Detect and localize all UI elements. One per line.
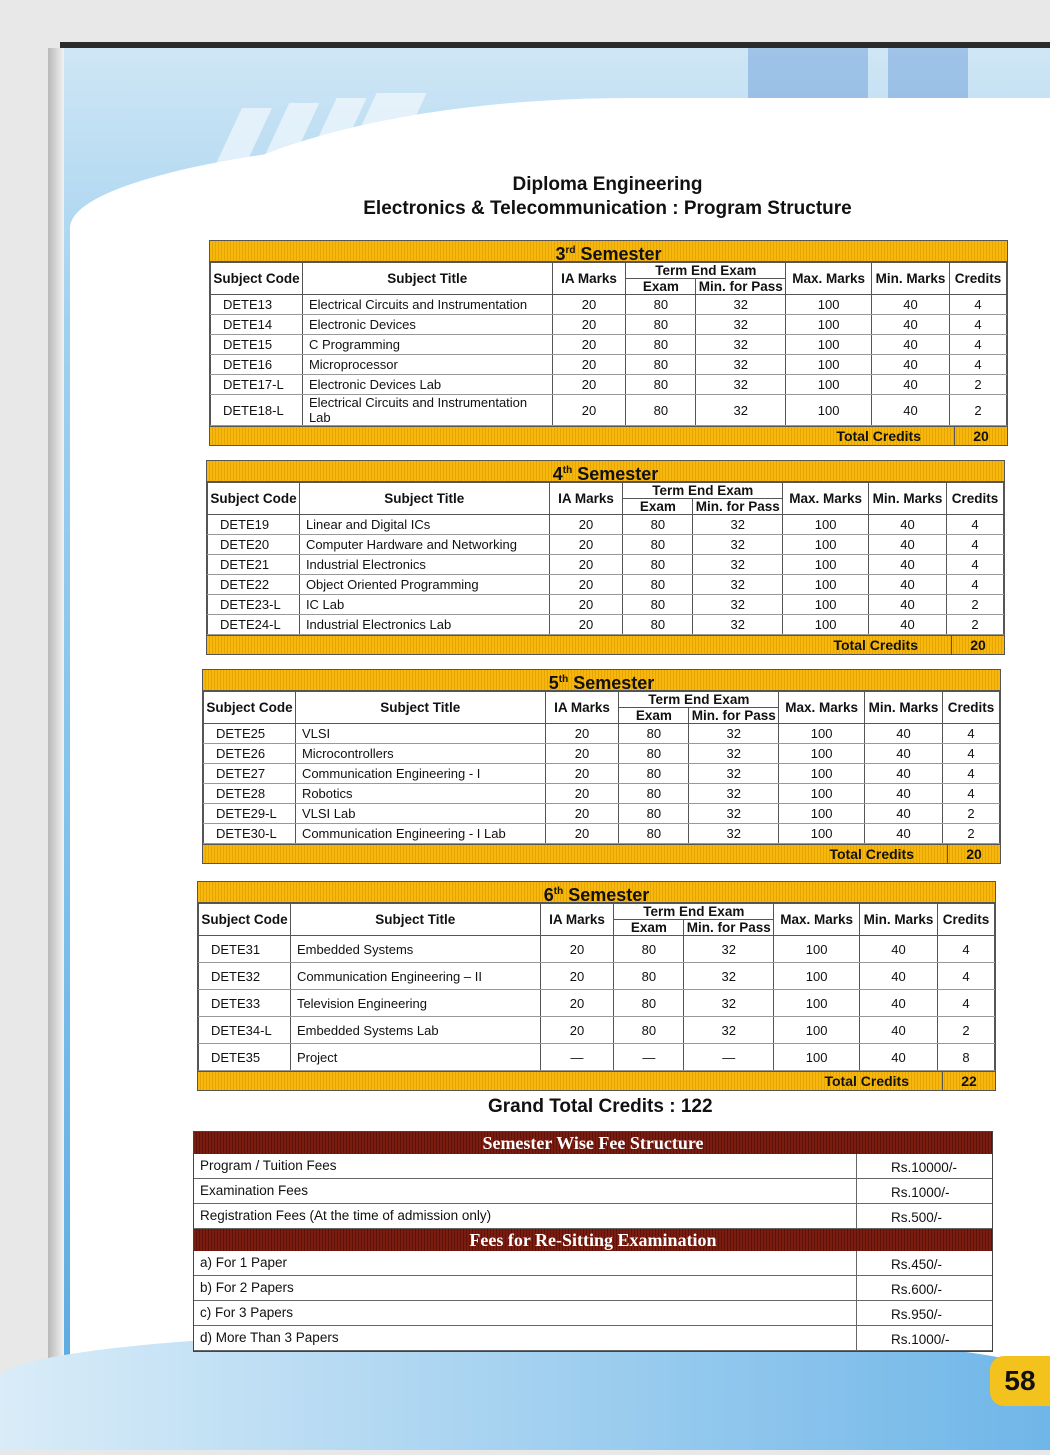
col-exam: Exam bbox=[623, 499, 693, 515]
table-cell: 80 bbox=[614, 990, 684, 1017]
table-cell: 80 bbox=[614, 1017, 684, 1044]
table-cell: Electrical Circuits and Instrumentation Lab bbox=[302, 395, 552, 426]
table-row bbox=[211, 395, 1007, 426]
fee-amount: Rs.1000/- bbox=[891, 1185, 950, 1200]
fee-label: Examination Fees bbox=[200, 1183, 309, 1198]
table-cell: Microprocessor bbox=[302, 355, 552, 375]
table-cell: 4 bbox=[949, 355, 1006, 375]
table-cell: 32 bbox=[689, 764, 779, 784]
table-cell: VLSI bbox=[295, 724, 545, 744]
table-cell: 4 bbox=[949, 295, 1006, 315]
table-cell: 80 bbox=[623, 555, 693, 575]
table-cell: Communication Engineering – II bbox=[290, 963, 540, 990]
table-cell: 2 bbox=[946, 595, 1003, 615]
table-row bbox=[204, 764, 1000, 784]
table-cell: 100 bbox=[779, 804, 865, 824]
total-credits-row bbox=[207, 635, 1004, 654]
table-cell: — bbox=[684, 1044, 774, 1071]
table-cell: DETE28 bbox=[204, 784, 296, 804]
table-cell: 40 bbox=[865, 804, 943, 824]
table-cell: 100 bbox=[779, 824, 865, 844]
table-cell: 100 bbox=[774, 963, 860, 990]
col-exam: Exam bbox=[614, 920, 684, 936]
table-cell: 40 bbox=[860, 936, 938, 963]
table-cell: 40 bbox=[872, 375, 950, 395]
table-cell: 100 bbox=[786, 355, 872, 375]
total-credits-row bbox=[203, 844, 1000, 863]
table-cell: 100 bbox=[783, 575, 869, 595]
table-cell: 20 bbox=[549, 555, 623, 575]
semester-subjects-table bbox=[203, 691, 1000, 844]
table-cell: 4 bbox=[949, 315, 1006, 335]
table-cell: 40 bbox=[860, 963, 938, 990]
table-cell: 100 bbox=[774, 936, 860, 963]
table-row bbox=[211, 355, 1007, 375]
table-cell: Computer Hardware and Networking bbox=[299, 535, 549, 555]
table-cell: 100 bbox=[779, 724, 865, 744]
table-cell: 100 bbox=[779, 784, 865, 804]
table-cell: 80 bbox=[626, 395, 696, 426]
table-cell: 4 bbox=[937, 990, 994, 1017]
table-cell: 80 bbox=[619, 824, 689, 844]
col-subject-title: Subject Title bbox=[299, 483, 549, 515]
table-cell: DETE14 bbox=[211, 315, 303, 335]
fee-structure-heading: Semester Wise Fee Structure bbox=[194, 1132, 992, 1154]
table-row bbox=[211, 375, 1007, 395]
table-cell: 32 bbox=[684, 963, 774, 990]
table-cell: 20 bbox=[540, 990, 614, 1017]
fee-amount: Rs.600/- bbox=[891, 1282, 943, 1297]
table-cell: 100 bbox=[774, 990, 860, 1017]
semester-subjects-table bbox=[207, 482, 1004, 635]
table-cell: 40 bbox=[865, 724, 943, 744]
table-cell: Robotics bbox=[295, 784, 545, 804]
table-cell: 40 bbox=[865, 744, 943, 764]
table-cell: 40 bbox=[860, 990, 938, 1017]
col-min-for-pass: Min. for Pass bbox=[693, 499, 783, 515]
col-max-marks: Max. Marks bbox=[786, 263, 872, 295]
total-credits-value: 20 bbox=[947, 845, 1000, 863]
fee-row bbox=[194, 1179, 992, 1204]
page-number: 58 bbox=[990, 1356, 1050, 1406]
table-cell: DETE35 bbox=[199, 1044, 291, 1071]
table-cell: 4 bbox=[946, 535, 1003, 555]
table-cell: 20 bbox=[552, 355, 626, 375]
table-cell: Communication Engineering - I bbox=[295, 764, 545, 784]
table-cell: Microcontrollers bbox=[295, 744, 545, 764]
table-cell: 100 bbox=[783, 615, 869, 635]
table-cell: 80 bbox=[623, 575, 693, 595]
semester-subjects-table bbox=[198, 903, 995, 1071]
table-cell: 4 bbox=[942, 724, 999, 744]
table-cell: 20 bbox=[545, 784, 619, 804]
table-cell: 100 bbox=[786, 395, 872, 426]
table-cell: 20 bbox=[545, 824, 619, 844]
table-cell: 100 bbox=[786, 315, 872, 335]
table-cell: 32 bbox=[689, 824, 779, 844]
table-cell: 32 bbox=[684, 1017, 774, 1044]
table-cell: 4 bbox=[937, 963, 994, 990]
table-cell: 4 bbox=[946, 575, 1003, 595]
col-min-marks: Min. Marks bbox=[860, 904, 938, 936]
fee-label: c) For 3 Papers bbox=[200, 1305, 294, 1320]
col-subject-code: Subject Code bbox=[208, 483, 300, 515]
table-cell: DETE16 bbox=[211, 355, 303, 375]
semester-6-table bbox=[197, 881, 996, 1091]
col-ia-marks: IA Marks bbox=[552, 263, 626, 295]
table-cell: 20 bbox=[545, 764, 619, 784]
table-cell: 40 bbox=[865, 784, 943, 804]
table-cell: 20 bbox=[545, 724, 619, 744]
semester-heading: 4th Semester bbox=[207, 461, 1004, 482]
table-cell: DETE15 bbox=[211, 335, 303, 355]
table-cell: 40 bbox=[860, 1044, 938, 1071]
table-cell: 40 bbox=[869, 595, 947, 615]
semester-heading: 5th Semester bbox=[203, 670, 1000, 691]
table-cell: 2 bbox=[946, 615, 1003, 635]
col-min-marks: Min. Marks bbox=[872, 263, 950, 295]
table-cell: 80 bbox=[626, 335, 696, 355]
col-term-end-exam: Term End Exam bbox=[623, 483, 783, 499]
table-cell: — bbox=[540, 1044, 614, 1071]
col-min-marks: Min. Marks bbox=[869, 483, 947, 515]
table-cell: 32 bbox=[696, 315, 786, 335]
fee-row bbox=[194, 1154, 992, 1179]
total-credits-row bbox=[198, 1071, 995, 1090]
total-credits-row bbox=[210, 426, 1007, 445]
fee-row bbox=[194, 1301, 992, 1326]
fee-amount: Rs.950/- bbox=[891, 1307, 943, 1322]
table-cell: 40 bbox=[869, 555, 947, 575]
table-cell: DETE30-L bbox=[204, 824, 296, 844]
table-cell: DETE23-L bbox=[208, 595, 300, 615]
table-cell: 80 bbox=[619, 784, 689, 804]
table-cell: 40 bbox=[872, 335, 950, 355]
table-cell: 40 bbox=[865, 824, 943, 844]
table-cell: 80 bbox=[626, 375, 696, 395]
table-cell: 20 bbox=[552, 375, 626, 395]
table-cell: 80 bbox=[623, 615, 693, 635]
fee-label: Program / Tuition Fees bbox=[200, 1158, 337, 1173]
table-cell: DETE33 bbox=[199, 990, 291, 1017]
total-credits-value: 20 bbox=[954, 427, 1007, 445]
table-cell: 32 bbox=[696, 395, 786, 426]
table-cell: 20 bbox=[552, 395, 626, 426]
col-subject-title: Subject Title bbox=[295, 692, 545, 724]
table-cell: 80 bbox=[619, 744, 689, 764]
col-subject-code: Subject Code bbox=[199, 904, 291, 936]
table-cell: 20 bbox=[549, 535, 623, 555]
col-credits: Credits bbox=[949, 263, 1006, 295]
table-cell: 100 bbox=[786, 375, 872, 395]
table-cell: Object Oriented Programming bbox=[299, 575, 549, 595]
table-cell: DETE24-L bbox=[208, 615, 300, 635]
table-cell: 40 bbox=[872, 315, 950, 335]
table-cell: 80 bbox=[626, 355, 696, 375]
table-row bbox=[199, 1044, 995, 1071]
table-cell: 40 bbox=[869, 535, 947, 555]
total-credits-label: Total Credits bbox=[836, 428, 921, 444]
table-cell: 100 bbox=[779, 764, 865, 784]
col-max-marks: Max. Marks bbox=[774, 904, 860, 936]
table-cell: 4 bbox=[937, 936, 994, 963]
col-ia-marks: IA Marks bbox=[545, 692, 619, 724]
table-row bbox=[211, 335, 1007, 355]
table-row bbox=[204, 724, 1000, 744]
table-cell: DETE17-L bbox=[211, 375, 303, 395]
col-min-for-pass: Min. for Pass bbox=[689, 708, 779, 724]
table-cell: Electronic Devices bbox=[302, 315, 552, 335]
table-cell: 4 bbox=[949, 335, 1006, 355]
table-cell: DETE19 bbox=[208, 515, 300, 535]
table-cell: 40 bbox=[865, 764, 943, 784]
table-cell: 20 bbox=[552, 295, 626, 315]
table-cell: 4 bbox=[946, 515, 1003, 535]
table-cell: 32 bbox=[684, 990, 774, 1017]
fee-label: b) For 2 Papers bbox=[200, 1280, 294, 1295]
table-cell: Embedded Systems Lab bbox=[290, 1017, 540, 1044]
table-cell: 4 bbox=[942, 764, 999, 784]
table-cell: 20 bbox=[549, 575, 623, 595]
total-credits-label: Total Credits bbox=[833, 637, 918, 653]
table-cell: 100 bbox=[783, 535, 869, 555]
col-term-end-exam: Term End Exam bbox=[619, 692, 779, 708]
table-row bbox=[204, 804, 1000, 824]
table-cell: 32 bbox=[693, 555, 783, 575]
table-cell: 40 bbox=[872, 395, 950, 426]
table-cell: Industrial Electronics bbox=[299, 555, 549, 575]
col-subject-code: Subject Code bbox=[204, 692, 296, 724]
table-cell: 20 bbox=[540, 1017, 614, 1044]
table-cell: DETE32 bbox=[199, 963, 291, 990]
table-cell: Communication Engineering - I Lab bbox=[295, 824, 545, 844]
fee-structure-table bbox=[193, 1131, 993, 1352]
table-cell: 20 bbox=[549, 615, 623, 635]
table-cell: 40 bbox=[869, 575, 947, 595]
table-cell: 80 bbox=[614, 936, 684, 963]
col-subject-title: Subject Title bbox=[302, 263, 552, 295]
table-cell: 100 bbox=[786, 295, 872, 315]
col-subject-title: Subject Title bbox=[290, 904, 540, 936]
col-subject-code: Subject Code bbox=[211, 263, 303, 295]
table-cell: 20 bbox=[545, 744, 619, 764]
table-cell: 32 bbox=[689, 784, 779, 804]
table-cell: 4 bbox=[942, 784, 999, 804]
table-cell: 32 bbox=[693, 595, 783, 615]
fee-label: d) More Than 3 Papers bbox=[200, 1330, 339, 1345]
table-cell: 40 bbox=[872, 355, 950, 375]
col-credits: Credits bbox=[937, 904, 994, 936]
total-credits-value: 22 bbox=[942, 1072, 995, 1090]
table-cell: 32 bbox=[693, 535, 783, 555]
total-credits-value: 20 bbox=[951, 636, 1004, 654]
col-credits: Credits bbox=[942, 692, 999, 724]
table-cell: Electronic Devices Lab bbox=[302, 375, 552, 395]
table-cell: DETE22 bbox=[208, 575, 300, 595]
col-max-marks: Max. Marks bbox=[779, 692, 865, 724]
table-cell: 20 bbox=[552, 315, 626, 335]
table-cell: 4 bbox=[946, 555, 1003, 575]
table-cell: DETE13 bbox=[211, 295, 303, 315]
semester-heading: 3rd Semester bbox=[210, 241, 1007, 262]
table-row bbox=[208, 615, 1004, 635]
semester-3-table bbox=[209, 240, 1008, 446]
table-row bbox=[199, 990, 995, 1017]
col-term-end-exam: Term End Exam bbox=[614, 904, 774, 920]
table-cell: 20 bbox=[540, 963, 614, 990]
table-row bbox=[204, 784, 1000, 804]
table-cell: VLSI Lab bbox=[295, 804, 545, 824]
table-cell: 2 bbox=[937, 1017, 994, 1044]
table-cell: 20 bbox=[540, 936, 614, 963]
table-cell: 32 bbox=[696, 375, 786, 395]
col-min-for-pass: Min. for Pass bbox=[696, 279, 786, 295]
table-cell: 100 bbox=[783, 515, 869, 535]
col-min-marks: Min. Marks bbox=[865, 692, 943, 724]
semester-4-table bbox=[206, 460, 1005, 655]
table-cell: C Programming bbox=[302, 335, 552, 355]
table-row bbox=[199, 1017, 995, 1044]
fee-row bbox=[194, 1276, 992, 1301]
table-cell: 32 bbox=[684, 936, 774, 963]
table-cell: DETE25 bbox=[204, 724, 296, 744]
table-row bbox=[211, 295, 1007, 315]
table-cell: 32 bbox=[689, 804, 779, 824]
table-cell: 100 bbox=[779, 744, 865, 764]
table-cell: 20 bbox=[552, 335, 626, 355]
table-row bbox=[208, 575, 1004, 595]
table-cell: 2 bbox=[942, 824, 999, 844]
table-cell: 100 bbox=[774, 1044, 860, 1071]
document-subtitle: Electronics & Telecommunication : Program Structure bbox=[363, 198, 852, 219]
table-cell: 100 bbox=[786, 335, 872, 355]
semester-heading: 6th Semester bbox=[198, 882, 995, 903]
table-cell: 32 bbox=[693, 575, 783, 595]
total-credits-label: Total Credits bbox=[824, 1073, 909, 1089]
table-cell: 100 bbox=[783, 595, 869, 615]
fee-label: Registration Fees (At the time of admission only) bbox=[200, 1208, 492, 1223]
table-cell: 40 bbox=[869, 615, 947, 635]
table-row bbox=[208, 595, 1004, 615]
semester-subjects-table bbox=[210, 262, 1007, 426]
table-cell: 100 bbox=[774, 1017, 860, 1044]
table-cell: DETE27 bbox=[204, 764, 296, 784]
table-row bbox=[208, 555, 1004, 575]
col-ia-marks: IA Marks bbox=[549, 483, 623, 515]
table-cell: 8 bbox=[937, 1044, 994, 1071]
table-cell: 20 bbox=[549, 595, 623, 615]
table-cell: IC Lab bbox=[299, 595, 549, 615]
table-cell: DETE26 bbox=[204, 744, 296, 764]
table-cell: 80 bbox=[623, 515, 693, 535]
table-cell: 32 bbox=[689, 724, 779, 744]
table-cell: DETE18-L bbox=[211, 395, 303, 426]
table-cell: Television Engineering bbox=[290, 990, 540, 1017]
fee-amount: Rs.450/- bbox=[891, 1257, 943, 1272]
table-cell: 40 bbox=[860, 1017, 938, 1044]
table-cell: Electrical Circuits and Instrumentation bbox=[302, 295, 552, 315]
table-cell: Linear and Digital ICs bbox=[299, 515, 549, 535]
table-cell: 80 bbox=[623, 535, 693, 555]
fee-amount: Rs.1000/- bbox=[891, 1332, 950, 1347]
fee-amount: Rs.500/- bbox=[891, 1210, 943, 1225]
table-cell: 2 bbox=[949, 375, 1006, 395]
col-min-for-pass: Min. for Pass bbox=[684, 920, 774, 936]
col-ia-marks: IA Marks bbox=[540, 904, 614, 936]
table-cell: 32 bbox=[696, 335, 786, 355]
table-row bbox=[204, 744, 1000, 764]
grand-total-credits: Grand Total Credits : 122 bbox=[488, 1096, 713, 1117]
table-cell: 40 bbox=[872, 295, 950, 315]
table-cell: DETE20 bbox=[208, 535, 300, 555]
table-cell: 20 bbox=[545, 804, 619, 824]
table-cell: Project bbox=[290, 1044, 540, 1071]
table-cell: 32 bbox=[696, 355, 786, 375]
table-cell: 32 bbox=[689, 744, 779, 764]
table-cell: 4 bbox=[942, 744, 999, 764]
table-row bbox=[199, 936, 995, 963]
table-row bbox=[204, 824, 1000, 844]
table-cell: 20 bbox=[549, 515, 623, 535]
table-cell: 32 bbox=[696, 295, 786, 315]
table-cell: DETE21 bbox=[208, 555, 300, 575]
resit-fees-heading: Fees for Re-Sitting Examination bbox=[194, 1229, 992, 1251]
total-credits-label: Total Credits bbox=[829, 846, 914, 862]
page-binding bbox=[48, 48, 64, 1433]
fee-label: a) For 1 Paper bbox=[200, 1255, 288, 1270]
table-row bbox=[211, 315, 1007, 335]
table-cell: 80 bbox=[626, 295, 696, 315]
table-cell: 80 bbox=[619, 724, 689, 744]
table-cell: Industrial Electronics Lab bbox=[299, 615, 549, 635]
col-term-end-exam: Term End Exam bbox=[626, 263, 786, 279]
table-cell: DETE34-L bbox=[199, 1017, 291, 1044]
col-exam: Exam bbox=[626, 279, 696, 295]
col-credits: Credits bbox=[946, 483, 1003, 515]
fee-row bbox=[194, 1326, 992, 1351]
table-cell: 32 bbox=[693, 515, 783, 535]
table-cell: 80 bbox=[623, 595, 693, 615]
table-cell: 40 bbox=[869, 515, 947, 535]
semester-5-table bbox=[202, 669, 1001, 864]
fee-amount: Rs.10000/- bbox=[891, 1160, 958, 1175]
table-cell: 2 bbox=[949, 395, 1006, 426]
fee-row bbox=[194, 1251, 992, 1276]
table-cell: 80 bbox=[619, 764, 689, 784]
table-cell: Embedded Systems bbox=[290, 936, 540, 963]
table-cell: 32 bbox=[693, 615, 783, 635]
table-cell: DETE31 bbox=[199, 936, 291, 963]
table-cell: 2 bbox=[942, 804, 999, 824]
table-cell: 100 bbox=[783, 555, 869, 575]
col-exam: Exam bbox=[619, 708, 689, 724]
table-cell: — bbox=[614, 1044, 684, 1071]
table-cell: 80 bbox=[626, 315, 696, 335]
document-title: Diploma Engineering bbox=[512, 174, 703, 195]
table-cell: 80 bbox=[619, 804, 689, 824]
table-cell: 80 bbox=[614, 963, 684, 990]
col-max-marks: Max. Marks bbox=[783, 483, 869, 515]
table-row bbox=[208, 535, 1004, 555]
table-row bbox=[208, 515, 1004, 535]
table-row bbox=[199, 963, 995, 990]
table-cell: DETE29-L bbox=[204, 804, 296, 824]
fee-row bbox=[194, 1204, 992, 1229]
